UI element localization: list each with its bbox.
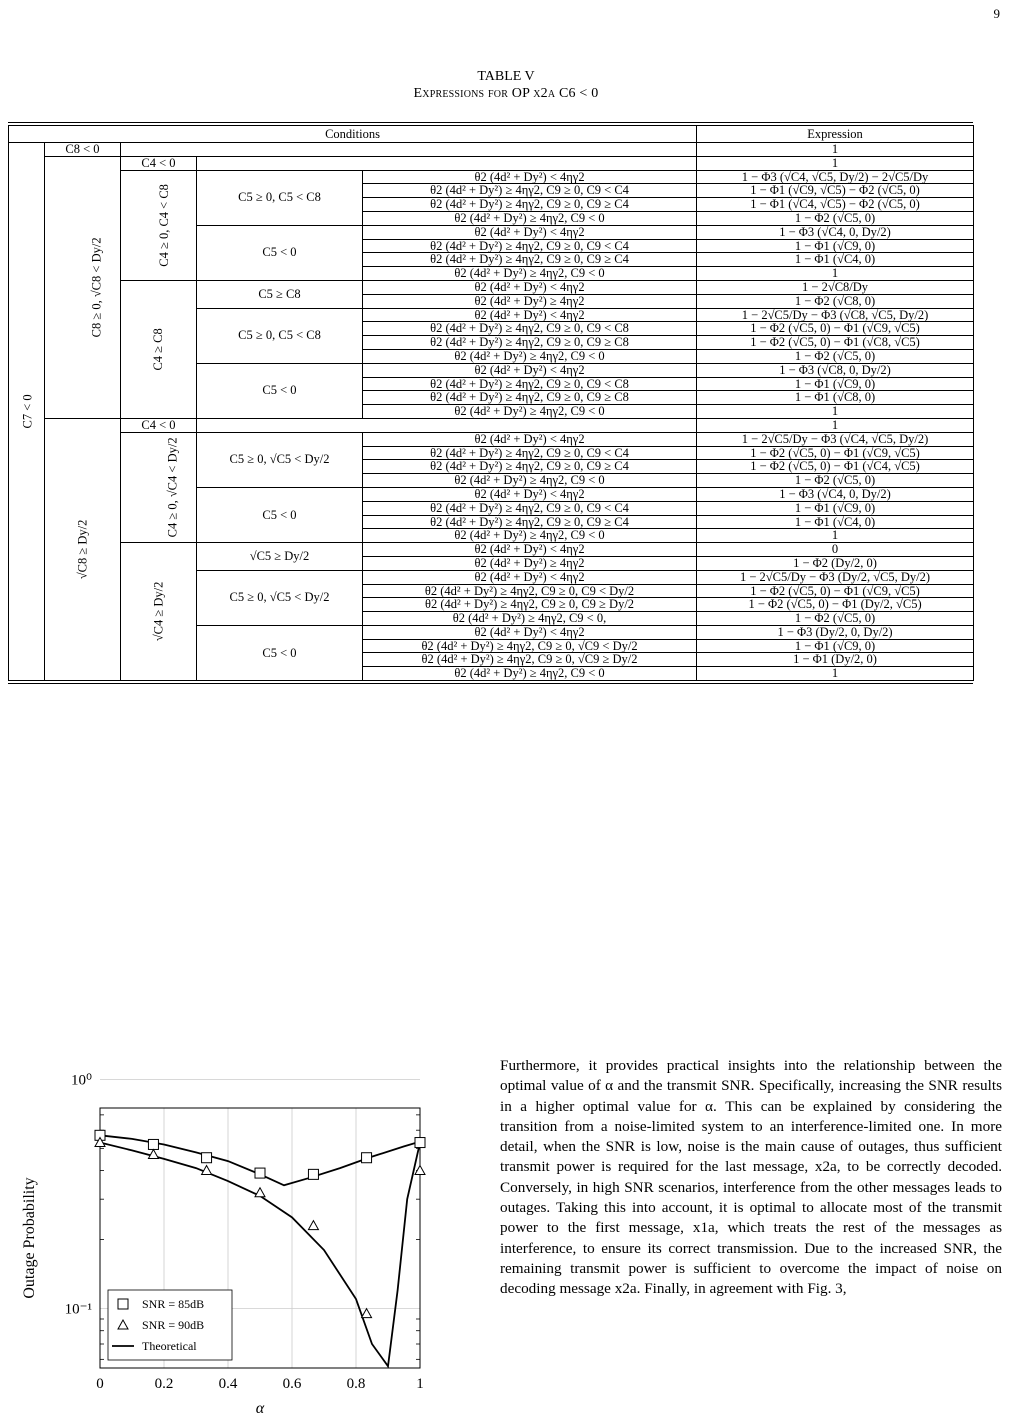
c5-condition-cell: C5 ≥ 0, √C5 < Dy/2 (197, 570, 363, 625)
table-title: TABLE V (477, 69, 535, 84)
theta-condition-cell: θ2 (4d² + Dy²) ≥ 4ηγ2, C9 ≥ 0, C9 ≥ C8 (363, 336, 697, 350)
expression-cell: 1 − Φ3 (√C4, 0, Dy/2) (697, 225, 974, 239)
c4-condition-cell (121, 170, 197, 280)
theta-condition-cell: θ2 (4d² + Dy²) < 4ηγ2 (363, 308, 697, 322)
c7-condition-cell (9, 143, 45, 681)
expression-cell: 1 − Φ1 (√C9, 0) (697, 639, 974, 653)
theta-condition-cell: θ2 (4d² + Dy²) ≥ 4ηγ2, C9 ≥ 0, C9 ≥ C4 (363, 515, 697, 529)
square-marker (148, 1139, 158, 1149)
c8-condition-cell (45, 156, 121, 418)
legend-entry: Theoretical (142, 1339, 197, 1353)
expression-cell: 1 (697, 156, 974, 170)
expression-cell: 1 − 2√C5/Dy − Φ3 (Dy/2, √C5, Dy/2) (697, 570, 974, 584)
c8-condition-cell: C8 < 0 (45, 143, 121, 157)
page-number: 9 (993, 6, 1000, 21)
table-row (9, 280, 974, 294)
theta-condition-cell: θ2 (4d² + Dy²) < 4ηγ2 (363, 280, 697, 294)
c4-condition-cell-label: C4 ≥ C8 (151, 328, 166, 371)
expression-cell: 1 − Φ3 (√C4, √C5, Dy/2) − 2√C5/Dy (697, 170, 974, 184)
theta-condition-cell: θ2 (4d² + Dy²) < 4ηγ2 (363, 170, 697, 184)
c4-condition-cell: C4 < 0 (121, 418, 197, 432)
table-top-rule (8, 122, 973, 123)
empty-cell (197, 156, 697, 170)
square-marker (255, 1168, 265, 1178)
theta-condition-cell: θ2 (4d² + Dy²) ≥ 4ηγ2, C9 < 0 (363, 529, 697, 543)
theta-condition-cell: θ2 (4d² + Dy²) ≥ 4ηγ2, C9 ≥ 0, √C9 ≥ Dy/2 (363, 653, 697, 667)
c7-condition-cell-label: C7 < 0 (20, 394, 35, 429)
triangle-marker (255, 1188, 265, 1197)
table-subtitle: Expressions for OP x2a C6 < 0 (413, 86, 599, 101)
theta-condition-cell: θ2 (4d² + Dy²) ≥ 4ηγ2 (363, 294, 697, 308)
expression-cell: 1 − Φ2 (√C5, 0) − Φ1 (√C9, √C5) (697, 322, 974, 336)
triangle-marker (148, 1150, 158, 1159)
expression-cell: 1 − Φ2 (√C5, 0) − Φ1 (√C9, √C5) (697, 584, 974, 598)
theta-condition-cell: θ2 (4d² + Dy²) < 4ηγ2 (363, 543, 697, 557)
outage-probability-figure (10, 1068, 440, 1423)
c4-condition-cell-label: √C4 ≥ Dy/2 (151, 581, 166, 642)
square-marker (415, 1138, 425, 1148)
square-marker (362, 1153, 372, 1163)
x-tick-label: 0.6 (282, 1376, 302, 1392)
legend-square-icon (118, 1299, 128, 1309)
expression-cell: 1 − Φ3 (Dy/2, 0, Dy/2) (697, 625, 974, 639)
c5-condition-cell: √C5 ≥ Dy/2 (197, 543, 363, 571)
y-axis-label: Outage Probability (21, 1177, 38, 1299)
y-tick-label: 10⁰ (70, 1072, 92, 1089)
expression-cell: 1 − 2√C5/Dy − Φ3 (√C4, √C5, Dy/2) (697, 432, 974, 446)
c5-condition-cell: C5 < 0 (197, 225, 363, 280)
theta-condition-cell: θ2 (4d² + Dy²) ≥ 4ηγ2, C9 ≥ 0, C9 < C8 (363, 322, 697, 336)
table-row (9, 432, 974, 446)
header-conditions: Conditions (9, 126, 697, 143)
theta-condition-cell: θ2 (4d² + Dy²) < 4ηγ2 (363, 363, 697, 377)
legend-entry: SNR = 90dB (142, 1318, 205, 1332)
expression-cell: 1 − Φ1 (√C8, 0) (697, 391, 974, 405)
expressions-table (8, 125, 974, 681)
x-tick-label: 0.4 (218, 1376, 238, 1392)
body-paragraph: Furthermore, it provides practical insights into the relationship between the optimal value of α and the transmit SNR. Specifically, increasing the SNR results in a higher optimal value for α. This can be explained by considering the transition from a noise-limited system to an interference-limited one. In more detail, when the SNR is low, noise is the main cause of outages, thus sufficient transmit power is required for the last message, x2a, to be correctly decoded. Conversely, in high SNR scenarios, interference from the other messages leads to outages. Taking this into account, it is optimal to allocate most of the transmit power to the first message, x1a, which treats the rest of the messages as interference, to ensure its correct transmission. Due to the increased SNR, the remaining transmit power is sufficient to overcome the impact of noise on decoding message x2a. Finally, in agreement with Fig. 3, (500, 1057, 1002, 1298)
expression-cell: 1 − 2√C5/Dy − Φ3 (√C8, √C5, Dy/2) (697, 308, 974, 322)
c8-condition-cell-label: C8 ≥ 0, √C8 < Dy/2 (89, 237, 104, 338)
expression-cell: 1 − Φ2 (√C5, 0) − Φ1 (√C4, √C5) (697, 460, 974, 474)
theta-condition-cell: θ2 (4d² + Dy²) < 4ηγ2 (363, 625, 697, 639)
c4-condition-cell-label: C4 ≥ 0, C4 < C8 (156, 183, 171, 267)
expression-cell: 1 − Φ2 (√C5, 0) (697, 211, 974, 225)
table-row (9, 170, 974, 184)
c5-condition-cell: C5 < 0 (197, 363, 363, 418)
expression-cell: 1 − Φ1 (√C4, 0) (697, 515, 974, 529)
empty-cell (197, 418, 697, 432)
expression-cell: 1 − Φ1 (√C9, 0) (697, 501, 974, 515)
c8-condition-cell (45, 418, 121, 680)
expressions-table-wrapper (8, 122, 973, 684)
triangle-marker (362, 1309, 372, 1318)
expression-cell: 1 − Φ1 (√C4, 0) (697, 253, 974, 267)
table-row (9, 418, 974, 432)
expression-cell: 1 − Φ1 (√C9, √C5) − Φ2 (√C5, 0) (697, 184, 974, 198)
x-axis-label: α (255, 1400, 265, 1417)
theta-condition-cell: θ2 (4d² + Dy²) ≥ 4ηγ2, C9 < 0 (363, 211, 697, 225)
theta-condition-cell: θ2 (4d² + Dy²) ≥ 4ηγ2, C9 ≥ 0, C9 < C4 (363, 184, 697, 198)
c5-condition-cell: C5 < 0 (197, 625, 363, 680)
theta-condition-cell: θ2 (4d² + Dy²) ≥ 4ηγ2, C9 ≥ 0, C9 < C4 (363, 501, 697, 515)
table-row (9, 156, 974, 170)
theta-condition-cell: θ2 (4d² + Dy²) ≥ 4ηγ2, C9 ≥ 0, C9 ≥ C4 (363, 198, 697, 212)
theta-condition-cell: θ2 (4d² + Dy²) ≥ 4ηγ2, C9 ≥ 0, C9 ≥ C4 (363, 253, 697, 267)
theta-condition-cell: θ2 (4d² + Dy²) ≥ 4ηγ2, C9 < 0 (363, 405, 697, 419)
table-bottom-rule (8, 683, 973, 684)
theta-condition-cell: θ2 (4d² + Dy²) < 4ηγ2 (363, 487, 697, 501)
expression-cell: 1 − Φ2 (√C5, 0) − Φ1 (√C9, √C5) (697, 446, 974, 460)
theta-condition-cell: θ2 (4d² + Dy²) ≥ 4ηγ2, C9 ≥ 0, C9 ≥ C4 (363, 460, 697, 474)
triangle-marker (308, 1221, 318, 1230)
theta-condition-cell: θ2 (4d² + Dy²) ≥ 4ηγ2, C9 < 0 (363, 349, 697, 363)
theta-condition-cell: θ2 (4d² + Dy²) < 4ηγ2 (363, 432, 697, 446)
theta-condition-cell: θ2 (4d² + Dy²) ≥ 4ηγ2, C9 ≥ 0, C9 < Dy/2 (363, 584, 697, 598)
expression-cell: 1 (697, 529, 974, 543)
expression-cell: 1 (697, 405, 974, 419)
header-expression: Expression (697, 126, 974, 143)
theta-condition-cell: θ2 (4d² + Dy²) ≥ 4ηγ2, C9 ≥ 0, C9 ≥ C8 (363, 391, 697, 405)
expression-cell: 1 − Φ2 (√C5, 0) (697, 612, 974, 626)
theta-condition-cell: θ2 (4d² + Dy²) ≥ 4ηγ2, C9 < 0 (363, 474, 697, 488)
expression-cell: 1 − Φ2 (√C5, 0) − Φ1 (√C8, √C5) (697, 336, 974, 350)
c4-condition-cell (121, 432, 197, 542)
expression-cell: 1 − Φ2 (√C5, 0) (697, 474, 974, 488)
c5-condition-cell: C5 ≥ C8 (197, 280, 363, 308)
x-tick-label: 0.8 (346, 1376, 366, 1392)
expression-cell: 1 − Φ3 (√C8, 0, Dy/2) (697, 363, 974, 377)
square-marker (308, 1169, 318, 1179)
x-tick-label: 0.2 (154, 1376, 174, 1392)
legend-entry: SNR = 85dB (142, 1297, 205, 1311)
c4-condition-cell (121, 280, 197, 418)
expression-cell: 0 (697, 543, 974, 557)
expression-cell: 1 − Φ2 (Dy/2, 0) (697, 556, 974, 570)
expression-cell: 1 − Φ1 (√C4, √C5) − Φ2 (√C5, 0) (697, 198, 974, 212)
theta-condition-cell: θ2 (4d² + Dy²) ≥ 4ηγ2, C9 ≥ 0, C9 < C4 (363, 446, 697, 460)
expression-cell: 1 − Φ2 (√C5, 0) − Φ1 (Dy/2, √C5) (697, 598, 974, 612)
expression-cell: 1 − Φ1 (√C9, 0) (697, 377, 974, 391)
theta-condition-cell: θ2 (4d² + Dy²) ≥ 4ηγ2, C9 < 0 (363, 267, 697, 281)
c5-condition-cell: C5 ≥ 0, C5 < C8 (197, 308, 363, 363)
c4-condition-cell: C4 < 0 (121, 156, 197, 170)
c5-condition-cell: C5 ≥ 0, √C5 < Dy/2 (197, 432, 363, 487)
expression-cell: 1 − Φ1 (Dy/2, 0) (697, 653, 974, 667)
expression-cell: 1 − Φ2 (√C5, 0) (697, 349, 974, 363)
expression-cell: 1 (697, 267, 974, 281)
y-tick-label: 10⁻¹ (64, 1301, 92, 1318)
c8-condition-cell-label: √C8 ≥ Dy/2 (75, 519, 90, 580)
expression-cell: 1 (697, 667, 974, 681)
theta-condition-cell: θ2 (4d² + Dy²) ≥ 4ηγ2, C9 < 0, (363, 612, 697, 626)
x-tick-label: 0 (96, 1376, 104, 1392)
x-tick-label: 1 (416, 1376, 424, 1392)
c4-condition-cell-label: C4 ≥ 0, √C4 < Dy/2 (165, 437, 180, 538)
table-caption (0, 68, 1012, 102)
theta-condition-cell: θ2 (4d² + Dy²) ≥ 4ηγ2 (363, 556, 697, 570)
theta-condition-cell: θ2 (4d² + Dy²) ≥ 4ηγ2, C9 < 0 (363, 667, 697, 681)
table-row (9, 143, 974, 157)
c5-condition-cell: C5 < 0 (197, 487, 363, 542)
theta-condition-cell: θ2 (4d² + Dy²) < 4ηγ2 (363, 225, 697, 239)
empty-cell (121, 143, 697, 157)
expression-cell: 1 − Φ3 (√C4, 0, Dy/2) (697, 487, 974, 501)
expression-cell: 1 − Φ1 (√C9, 0) (697, 239, 974, 253)
square-marker (202, 1153, 212, 1163)
theta-condition-cell: θ2 (4d² + Dy²) < 4ηγ2 (363, 570, 697, 584)
table-row (9, 543, 974, 557)
theta-condition-cell: θ2 (4d² + Dy²) ≥ 4ηγ2, C9 ≥ 0, C9 < C8 (363, 377, 697, 391)
theta-condition-cell: θ2 (4d² + Dy²) ≥ 4ηγ2, C9 ≥ 0, √C9 < Dy/2 (363, 639, 697, 653)
expression-cell: 1 (697, 418, 974, 432)
c4-condition-cell (121, 543, 197, 681)
theta-condition-cell: θ2 (4d² + Dy²) ≥ 4ηγ2, C9 ≥ 0, C9 < C4 (363, 239, 697, 253)
c5-condition-cell: C5 ≥ 0, C5 < C8 (197, 170, 363, 225)
theta-condition-cell: θ2 (4d² + Dy²) ≥ 4ηγ2, C9 ≥ 0, C9 ≥ Dy/2 (363, 598, 697, 612)
outage-chart (10, 1068, 440, 1423)
expression-cell: 1 − 2√C8/Dy (697, 280, 974, 294)
expression-cell: 1 − Φ2 (√C8, 0) (697, 294, 974, 308)
triangle-marker (415, 1166, 425, 1175)
expression-cell: 1 (697, 143, 974, 157)
